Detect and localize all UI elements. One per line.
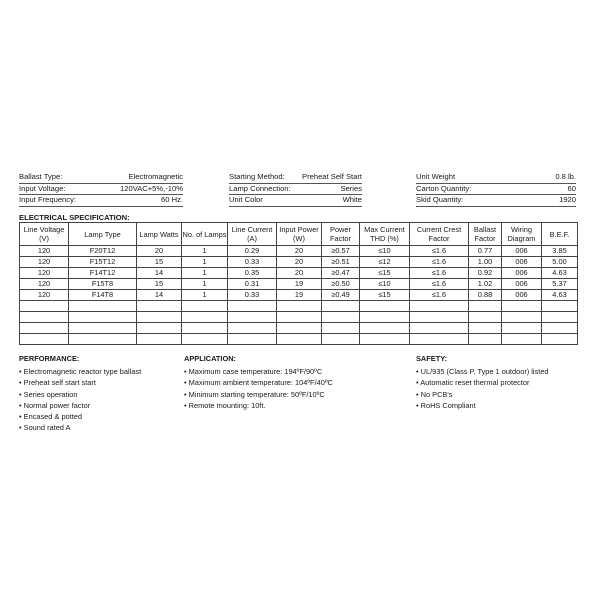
table-cell: 1	[182, 246, 228, 257]
shipping-info-block	[416, 172, 576, 207]
table-cell: ≥0.57	[322, 246, 360, 257]
info-row	[416, 195, 576, 207]
table-cell: 006	[502, 290, 542, 301]
empty-cell	[137, 312, 182, 323]
table-cell: ≤12	[360, 257, 410, 268]
table-cell: F14T8	[69, 290, 137, 301]
table-cell: 1.02	[469, 279, 502, 290]
info-value: White	[342, 195, 362, 204]
empty-cell	[469, 334, 502, 345]
table-cell: ≤1.6	[410, 246, 469, 257]
list-item: • Automatic reset thermal protector	[416, 378, 530, 388]
table-cell: F20T12	[69, 246, 137, 257]
info-label: Carton Quantity:	[416, 183, 472, 193]
table-cell: 20	[137, 246, 182, 257]
starting-info-block	[229, 172, 362, 207]
info-value: Preheat Self Start	[302, 172, 362, 181]
table-cell: 006	[502, 246, 542, 257]
info-value: 1920	[559, 195, 576, 204]
table-cell: 5.00	[542, 257, 578, 268]
table-cell: F14T12	[69, 268, 137, 279]
list-item: • UL/935 (Class P, Type 1 outdoor) listed	[416, 367, 549, 377]
list-item: • Maximum ambient temperature: 104ºF/40ºC	[184, 378, 333, 388]
empty-cell	[228, 312, 277, 323]
table-cell: 5.37	[542, 279, 578, 290]
empty-cell	[277, 312, 322, 323]
table-cell: ≥0.51	[322, 257, 360, 268]
empty-cell	[20, 301, 69, 312]
table-cell: F15T8	[69, 279, 137, 290]
info-row	[229, 172, 362, 184]
empty-table-row	[20, 323, 578, 334]
table-cell: ≤1.6	[410, 257, 469, 268]
empty-cell	[410, 312, 469, 323]
info-label: Input Voltage:	[19, 183, 66, 193]
empty-cell	[322, 334, 360, 345]
empty-cell	[542, 301, 578, 312]
table-cell: 0.35	[228, 268, 277, 279]
empty-cell	[360, 312, 410, 323]
empty-cell	[322, 301, 360, 312]
empty-cell	[469, 301, 502, 312]
application-section	[184, 353, 333, 411]
table-cell: 006	[502, 279, 542, 290]
empty-cell	[277, 334, 322, 345]
info-label: Skid Quantity:	[416, 195, 464, 204]
empty-cell	[502, 301, 542, 312]
table-cell: 1	[182, 268, 228, 279]
table-cell: 0.33	[228, 257, 277, 268]
empty-cell	[502, 323, 542, 334]
table-cell: 006	[502, 257, 542, 268]
info-label: Ballast Type:	[19, 172, 63, 181]
performance-section	[19, 353, 141, 433]
table-cell: 0.77	[469, 246, 502, 257]
info-value: 0.8 lb.	[555, 172, 576, 181]
empty-table-row	[20, 334, 578, 345]
list-item: • Electromagnetic reactor type ballast	[19, 367, 142, 377]
table-cell: ≤15	[360, 290, 410, 301]
table-cell: 1	[182, 290, 228, 301]
info-row	[19, 184, 183, 196]
info-value: 60 Hz.	[161, 195, 183, 204]
empty-cell	[137, 323, 182, 334]
empty-cell	[542, 312, 578, 323]
empty-cell	[322, 323, 360, 334]
list-item: • Sound rated A	[19, 423, 71, 433]
list-item: • RoHS Compliant	[416, 400, 476, 410]
safety-title: SAFETY:	[416, 354, 448, 363]
info-row	[229, 195, 362, 207]
empty-cell	[69, 301, 137, 312]
performance-title: PERFORMANCE:	[19, 354, 80, 363]
empty-cell	[228, 334, 277, 345]
table-cell: 120	[20, 268, 69, 279]
info-row	[416, 172, 576, 184]
table-row	[20, 290, 578, 301]
list-item: • No PCB's	[416, 389, 453, 399]
empty-cell	[469, 323, 502, 334]
table-cell: 0.31	[228, 279, 277, 290]
info-row	[19, 172, 183, 184]
column-header: B.E.F.	[542, 223, 578, 246]
info-label: Unit Weight	[416, 172, 456, 181]
empty-cell	[410, 334, 469, 345]
table-cell: ≥0.49	[322, 290, 360, 301]
table-cell: ≥0.47	[322, 268, 360, 279]
table-cell: 19	[277, 279, 322, 290]
empty-table-row	[20, 301, 578, 312]
empty-table-row	[20, 312, 578, 323]
table-cell: 0.29	[228, 246, 277, 257]
list-item: • Normal power factor	[19, 400, 91, 410]
empty-cell	[277, 323, 322, 334]
empty-cell	[502, 334, 542, 345]
empty-cell	[360, 323, 410, 334]
empty-cell	[542, 323, 578, 334]
info-value: Electromagnetic	[128, 172, 183, 181]
empty-cell	[502, 312, 542, 323]
table-cell: 4.63	[542, 268, 578, 279]
empty-cell	[410, 323, 469, 334]
table-cell: 120	[20, 246, 69, 257]
table-cell: 0.92	[469, 268, 502, 279]
empty-cell	[322, 312, 360, 323]
list-item: • Minimum starting temperature: 50ºF/10ºC	[184, 389, 325, 399]
column-header: Lamp Watts	[137, 223, 182, 246]
table-cell: 1	[182, 257, 228, 268]
table-cell: 120	[20, 279, 69, 290]
column-header: Line Voltage (V)	[20, 223, 69, 246]
table-cell: 15	[137, 279, 182, 290]
table-cell: ≤1.6	[410, 279, 469, 290]
table-cell: 14	[137, 290, 182, 301]
table-cell: F15T12	[69, 257, 137, 268]
info-row	[416, 184, 576, 196]
table-cell: ≤10	[360, 279, 410, 290]
info-value: Series	[340, 183, 362, 193]
empty-cell	[137, 301, 182, 312]
table-cell: ≤15	[360, 268, 410, 279]
empty-cell	[20, 323, 69, 334]
empty-cell	[228, 301, 277, 312]
empty-cell	[469, 312, 502, 323]
list-item: • Maximum case temperature: 194ºF/90ºC	[184, 367, 323, 377]
list-item: • Preheat self start start	[19, 378, 96, 388]
empty-cell	[182, 312, 228, 323]
column-header: Max Current THD (%)	[360, 223, 410, 246]
table-cell: 20	[277, 268, 322, 279]
column-header: No. of Lamps	[182, 223, 228, 246]
electrical-spec-title: ELECTRICAL SPECIFICATION:	[19, 213, 130, 222]
info-label: Starting Method:	[229, 172, 285, 181]
table-cell: ≤1.6	[410, 268, 469, 279]
empty-cell	[20, 334, 69, 345]
empty-cell	[182, 334, 228, 345]
info-label: Lamp Connection:	[229, 183, 291, 193]
table-cell: 19	[277, 290, 322, 301]
empty-cell	[542, 334, 578, 345]
empty-cell	[137, 334, 182, 345]
table-cell: ≤1.6	[410, 290, 469, 301]
table-cell: 0.33	[228, 290, 277, 301]
column-header: Wiring Diagram	[502, 223, 542, 246]
table-cell: 4.63	[542, 290, 578, 301]
table-header-row	[20, 223, 578, 246]
list-item: • Series operation	[19, 389, 78, 399]
column-header: Line Current (A)	[228, 223, 277, 246]
table-cell: ≥0.50	[322, 279, 360, 290]
ballast-info-block	[19, 172, 183, 207]
table-cell: 14	[137, 268, 182, 279]
empty-cell	[228, 323, 277, 334]
table-cell: 006	[502, 268, 542, 279]
empty-cell	[410, 301, 469, 312]
electrical-spec-table	[19, 222, 578, 345]
column-header: Power Factor	[322, 223, 360, 246]
info-row	[19, 195, 183, 207]
table-row	[20, 257, 578, 268]
empty-cell	[360, 301, 410, 312]
empty-cell	[277, 301, 322, 312]
column-header: Input Power (W)	[277, 223, 322, 246]
info-value: 120VAC+5%,-10%	[120, 183, 183, 193]
empty-cell	[20, 312, 69, 323]
empty-cell	[69, 312, 137, 323]
table-cell: 120	[20, 257, 69, 268]
table-cell: 1.00	[469, 257, 502, 268]
info-row	[229, 184, 362, 196]
table-cell: 120	[20, 290, 69, 301]
empty-cell	[182, 323, 228, 334]
column-header: Lamp Type	[69, 223, 137, 246]
table-cell: 3.85	[542, 246, 578, 257]
application-title: APPLICATION:	[184, 354, 237, 363]
column-header: Current Crest Factor	[410, 223, 469, 246]
info-value: 60	[567, 183, 576, 193]
column-header: Ballast Factor	[469, 223, 502, 246]
safety-section	[416, 353, 549, 411]
table-row	[20, 246, 578, 257]
table-cell: ≤10	[360, 246, 410, 257]
empty-cell	[69, 334, 137, 345]
info-label: Unit Color	[229, 195, 263, 204]
list-item: • Encased & potted	[19, 412, 82, 422]
empty-cell	[182, 301, 228, 312]
empty-cell	[69, 323, 137, 334]
empty-cell	[360, 334, 410, 345]
table-cell: 0.88	[469, 290, 502, 301]
list-item: • Remote mounting: 10ft.	[184, 400, 266, 410]
info-label: Input Frequency:	[19, 195, 76, 204]
table-row	[20, 279, 578, 290]
table-row	[20, 268, 578, 279]
table-cell: 1	[182, 279, 228, 290]
table-cell: 20	[277, 246, 322, 257]
table-cell: 20	[277, 257, 322, 268]
table-cell: 15	[137, 257, 182, 268]
